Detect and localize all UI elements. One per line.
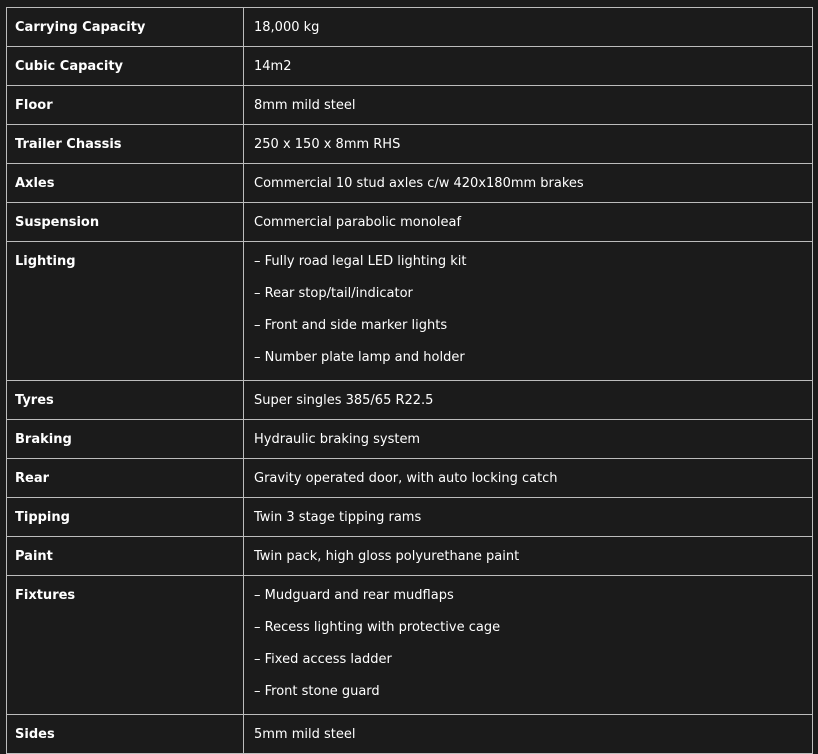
spec-value: Commercial parabolic monoleaf	[244, 203, 813, 242]
spec-value: Super singles 385/65 R22.5	[244, 381, 813, 420]
spec-row-cubic-capacity	[7, 47, 813, 86]
spec-value: Commercial 10 stud axles c/w 420x180mm brakes	[244, 164, 813, 203]
spec-list-item: – Recess lighting with protective cage	[254, 620, 501, 635]
spec-value: Twin pack, high gloss polyurethane paint	[244, 537, 813, 576]
spec-label: Floor	[7, 86, 244, 125]
spec-row-tipping	[7, 498, 813, 537]
spec-label: Trailer Chassis	[7, 125, 244, 164]
spec-list-item: – Front and side marker lights	[254, 318, 448, 333]
spec-row-rear	[7, 459, 813, 498]
spec-value: Gravity operated door, with auto locking catch	[244, 459, 813, 498]
spec-row-carrying-capacity	[7, 8, 813, 47]
spec-label: Axles	[7, 164, 244, 203]
spec-list-item: – Front stone guard	[254, 684, 380, 699]
spec-value: 18,000 kg	[244, 8, 813, 47]
spec-label: Lighting	[7, 242, 244, 381]
spec-label: Tyres	[7, 381, 244, 420]
spec-row-suspension	[7, 203, 813, 242]
spec-label: Fixtures	[7, 576, 244, 715]
spec-value: Hydraulic braking system	[244, 420, 813, 459]
spec-list-item: – Mudguard and rear mudflaps	[254, 588, 454, 603]
spec-list-item: – Number plate lamp and holder	[254, 350, 465, 365]
spec-label: Cubic Capacity	[7, 47, 244, 86]
spec-label: Carrying Capacity	[7, 8, 244, 47]
spec-value: 8mm mild steel	[244, 86, 813, 125]
spec-row-braking	[7, 420, 813, 459]
spec-list-item: – Fully road legal LED lighting kit	[254, 254, 467, 269]
spec-row-trailer-chassis	[7, 125, 813, 164]
spec-value-list	[244, 576, 813, 715]
spec-row-tyres	[7, 381, 813, 420]
spec-label: Tipping	[7, 498, 244, 537]
spec-value: Twin 3 stage tipping rams	[244, 498, 813, 537]
spec-row-sides	[7, 715, 813, 754]
spec-value: 14m2	[244, 47, 813, 86]
spec-label: Sides	[7, 715, 244, 754]
spec-row-floor	[7, 86, 813, 125]
spec-row-axles	[7, 164, 813, 203]
spec-list-item: – Fixed access ladder	[254, 652, 392, 667]
spec-value: 5mm mild steel	[244, 715, 813, 754]
spec-value-list	[244, 242, 813, 381]
spec-label: Paint	[7, 537, 244, 576]
spec-label: Braking	[7, 420, 244, 459]
spec-row-fixtures	[7, 576, 813, 715]
spec-row-lighting	[7, 242, 813, 381]
spec-row-paint	[7, 537, 813, 576]
spec-list-item: – Rear stop/tail/indicator	[254, 286, 413, 301]
spec-label: Rear	[7, 459, 244, 498]
spec-label: Suspension	[7, 203, 244, 242]
spec-table	[6, 7, 813, 754]
spec-value: 250 x 150 x 8mm RHS	[244, 125, 813, 164]
